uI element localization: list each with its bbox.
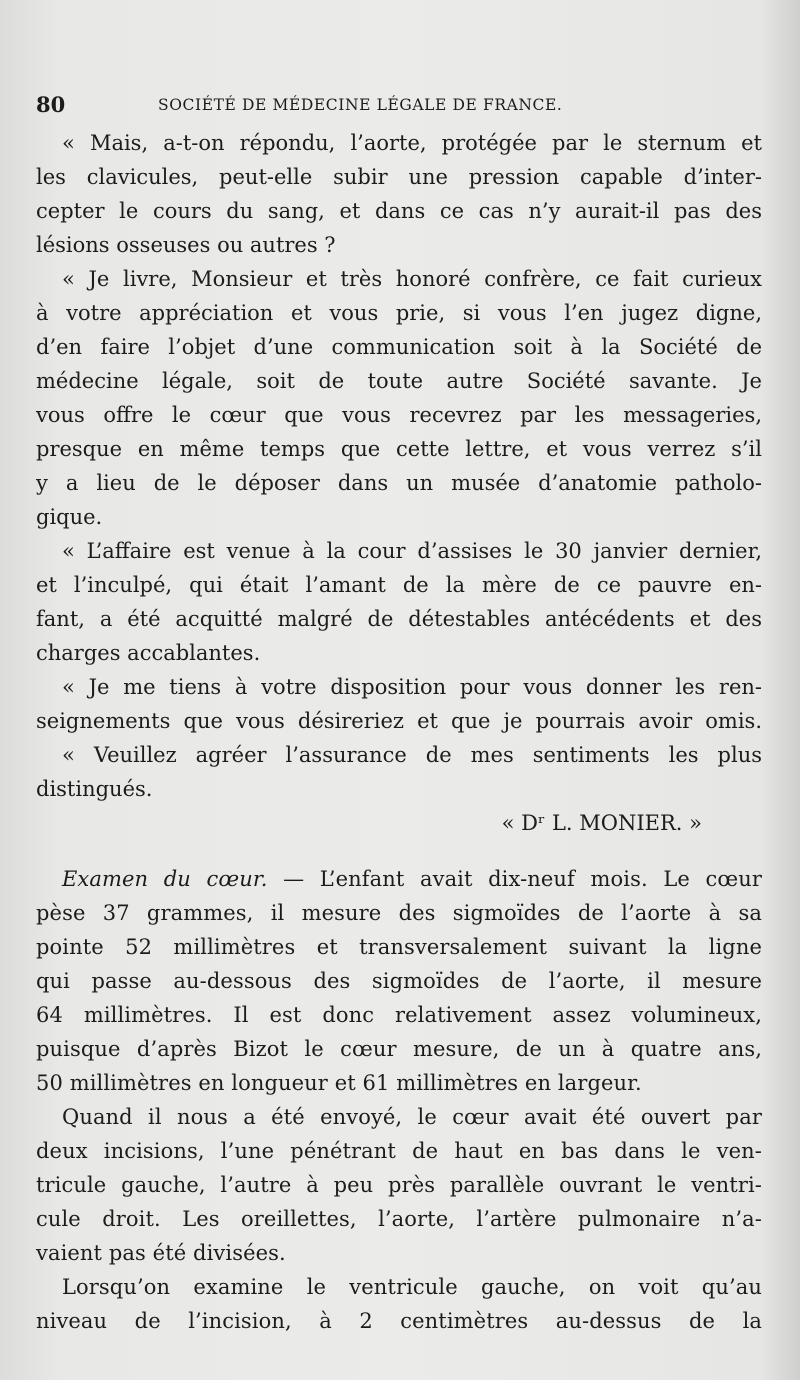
body-text xyxy=(36,126,762,1338)
text-line: « Veuillez agréer l’assurance de mes sentiments les plus xyxy=(62,743,762,767)
text-line: les clavicules, peut-elle subir une pression capable d’inter- xyxy=(36,165,762,189)
text-line: vaient pas été divisées. xyxy=(36,1241,286,1265)
text-line: à votre appréciation et vous prie, si vous l’en jugez digne, xyxy=(36,301,762,325)
text-line: gique. xyxy=(36,505,103,529)
text-line: qui passe au-dessous des sigmoïdes de l’aorte, il mesure xyxy=(36,969,762,993)
text-line: d’en faire l’objet d’une communication soit à la Société de xyxy=(36,335,762,359)
text-line: 64 millimètres. Il est donc relativement assez volumineux, xyxy=(36,1003,762,1027)
text-line: fant, a été acquitté malgré de détestables antécédents et des xyxy=(36,607,762,631)
text-line: « Je me tiens à votre disposition pour vous donner les ren- xyxy=(62,675,762,699)
text-line: « Mais, a-t-on répondu, l’aorte, protégée par le sternum et xyxy=(62,131,762,155)
text-line: lésions osseuses ou autres ? xyxy=(36,233,336,257)
letter-signature: « Dʳ L. MONIER. » xyxy=(501,811,702,835)
text-line: deux incisions, l’une pénétrant de haut en bas dans le ven- xyxy=(36,1139,762,1163)
text-line: presque en même temps que cette lettre, et vous verrez s’il xyxy=(36,437,762,461)
text-line: seignements que vous désireriez et que je pourrais avoir omis. xyxy=(36,709,762,733)
page-number: 80 xyxy=(36,92,66,117)
text-line: tricule gauche, l’autre à peu près parallèle ouvrant le ventri- xyxy=(36,1173,762,1197)
page-header xyxy=(36,92,756,122)
text-line: pèse 37 grammes, il mesure des sigmoïdes de l’aorte à sa xyxy=(36,901,762,925)
heading-continuation: — L’enfant avait dix-neuf mois. Le cœur xyxy=(283,867,762,891)
text-line: niveau de l’incision, à 2 centimètres au-dessus de la xyxy=(36,1309,762,1333)
text-line xyxy=(36,862,762,896)
examination-section xyxy=(36,862,762,1338)
text-line: médecine légale, soit de toute autre Société savante. Je xyxy=(36,369,762,393)
text-line: vous offre le cœur que vous recevrez par les messageries, xyxy=(36,403,762,427)
text-line: pointe 52 millimètres et transversalement suivant la ligne xyxy=(36,935,762,959)
running-title: SOCIÉTÉ DE MÉDECINE LÉGALE DE FRANCE. xyxy=(158,96,563,114)
text-line: Quand il nous a été envoyé, le cœur avait été ouvert par xyxy=(62,1105,762,1129)
text-line: 50 millimètres en longueur et 61 millimètres en largeur. xyxy=(36,1071,642,1095)
text-line: puisque d’après Bizot le cœur mesure, de un à quatre ans, xyxy=(36,1037,762,1061)
text-line: « Je livre, Monsieur et très honoré confrère, ce fait curieux xyxy=(62,267,762,291)
text-line: cule droit. Les oreillettes, l’aorte, l’artère pulmonaire n’a- xyxy=(36,1207,762,1231)
text-line: distingués. xyxy=(36,777,153,801)
text-line: charges accablantes. xyxy=(36,641,261,665)
text-line: cepter le cours du sang, et dans ce cas n’y aurait-il pas des xyxy=(36,199,762,223)
text-line: et l’inculpé, qui était l’amant de la mère de ce pauvre en- xyxy=(36,573,762,597)
section-gap xyxy=(36,840,762,862)
section-heading: Examen du cœur. xyxy=(62,867,268,891)
text-line: « L’affaire est venue à la cour d’assises le 30 janvier dernier, xyxy=(62,539,762,563)
text-line: y a lieu de le déposer dans un musée d’anatomie patholo- xyxy=(36,471,762,495)
text-line: Lorsqu’on examine le ventricule gauche, on voit qu’au xyxy=(62,1275,762,1299)
